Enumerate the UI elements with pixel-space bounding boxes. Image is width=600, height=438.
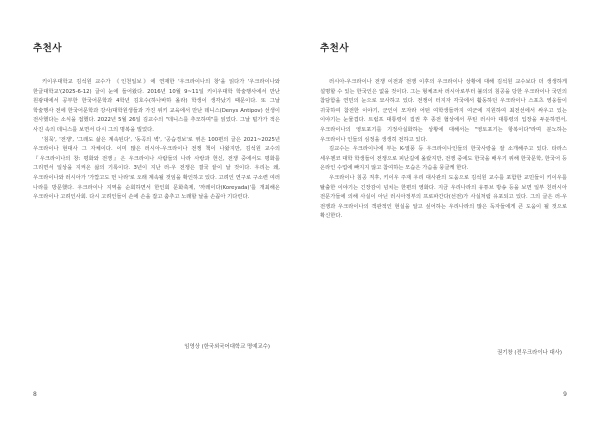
page-number: 9	[563, 391, 567, 398]
body-paragraph: 러시아-우크라이나 전쟁 이전과 전쟁 이후의 우크라이나 상황에 대해 김석원 교수보다 더 생생하게 설명할 수 있는 한국인은 없을 것이다. 그는 형체조차 러시아로부터 불의의 침공을 당한 우크라이나 국민의 참담함을 연민의 눈으로 묘사하고 있다. 전쟁이 터지자 각국에서 활동하던 우크라이나 스포츠 영웅들이 귀국하여 참전한 이야기, 군인이 모자라 어떤 여학생들까지 여군에 지원하여 최전선에서 싸우고 있는 이야기는 눈물겹다. 트럼프 대통령이 집권 후 종전 협상에서 푸틴 러시아 대통령의 입장을 두둔하면서, 우크라이나의 영토포기를 기정사실화하는 상황에 대해서는 "영토포기는 항복이다"라며 분노하는 우크라이나 인들의 심정을 생생히 전하고 있다.	[320, 79, 567, 143]
body-paragraph: 김교수는 우크라이나에 부는 K-열풍 등 우크라이나인들의 한국사랑을 잘 소개해주고 있다. 타라스 세우첸코 대학 학생들이 전쟁으로 피난길에 올랐지만, 전쟁 중에도 한국을 배우기 위해 한국문학, 한국어 등 온라인 수업에 빠지지 않고 참여하는 모습은 가슴을 뭉클케 한다.	[320, 146, 567, 172]
body-paragraph: 키이우대학교 김석원 교수가 《인천일보》에 연재한 '우크라이나의 창'을 읽다가 '우크라이나와 한글대학교'(2025-6-12) 글이 눈에 들어왔다. 2016년 10월 9~11일 키이우대학 학술행사에서 만난 원광대에서 공부한 한국어문학과 4학년 김호수(하나바하 올라) 학생이 생각났기 때문이다. 또 그날 학술행사 전에 한국어문학과 강사/대학원생들과 가진 위키 교육에서 만난 데니스(Denys Antipov) 선생이 전사했다는 소식을 접했다. 2022년 5월 26일 김교수의 "데니스를 추모하며"를 읽었다. 그날 털가가 적은 사진 속의 데니스를 보면서 다시 그의 명복을 빌었다.	[33, 79, 280, 133]
body-paragraph: '침묵', '전쟁', '그래도 삶은 계속된다', '동곡의 벽', '공습경보'로 엮은 100편의 글은 2021~2025년 우크라이나 현대사 그 자체이다. 이미 많은 러시아-우크라이나 전쟁 책이 나왔지만, 김석원 교수의 『우크라이나의 창: 평화와 전쟁』은 우크라이나 사람들의 나라 사랑과 헌신, 전쟁 중에서도 평화를 그리면서 일상을 지켜온 삶의 기록이다. 3년이 지난 러-우 전쟁은 결국 끝이 날 것이다. 우리는 왜, 우크라이나와 러시아가 '가깝고도 먼 나라'로 오래 계속될 것임을 확인하고 있다. 고려인 연구로 구소련 여러 나라를 방문했다. 우크라이나 지역을 순회하면서 한인회 문화축제, '까레이다(Koreyada)'를 개최해온 우크라이나 고려인사회. 다시 고려인들이 손에 손을 잡고 춤추고 노래할 날을 손꼽아 기다린다.	[33, 136, 280, 201]
body-paragraph: 우크라이나 침공 직후, 키이우 주재 우리 대사관의 도움으로 김석원 교수를 포함한 교민들이 키이우를 탈출한 이야기는 긴장감이 넘치는 한편의 영화다. 지금 우리나라의 유튜브 방송 등을 보면 일부 친러시아 전문가들에 의해 사실이 아닌 러시아정부의 프로파간다(선전)가 사실처럼 유포되고 있다. 그의 글은 러-우 전쟁과 우크라이나의 객관적인 현실을 알고 싶어하는 우리나라의 많은 독자들에게 큰 도움이 될 것으로 확신한다.	[320, 174, 567, 220]
page-number: 8	[33, 391, 37, 398]
right-page	[300, 0, 600, 438]
author-signature: 권기창 (전우크라이나 대사)	[497, 350, 562, 356]
section-label: 추천사	[33, 43, 63, 54]
author-signature: 임영상 (한국외국어대학교 명예교수)	[184, 344, 270, 350]
section-label: 추천사	[320, 43, 350, 54]
